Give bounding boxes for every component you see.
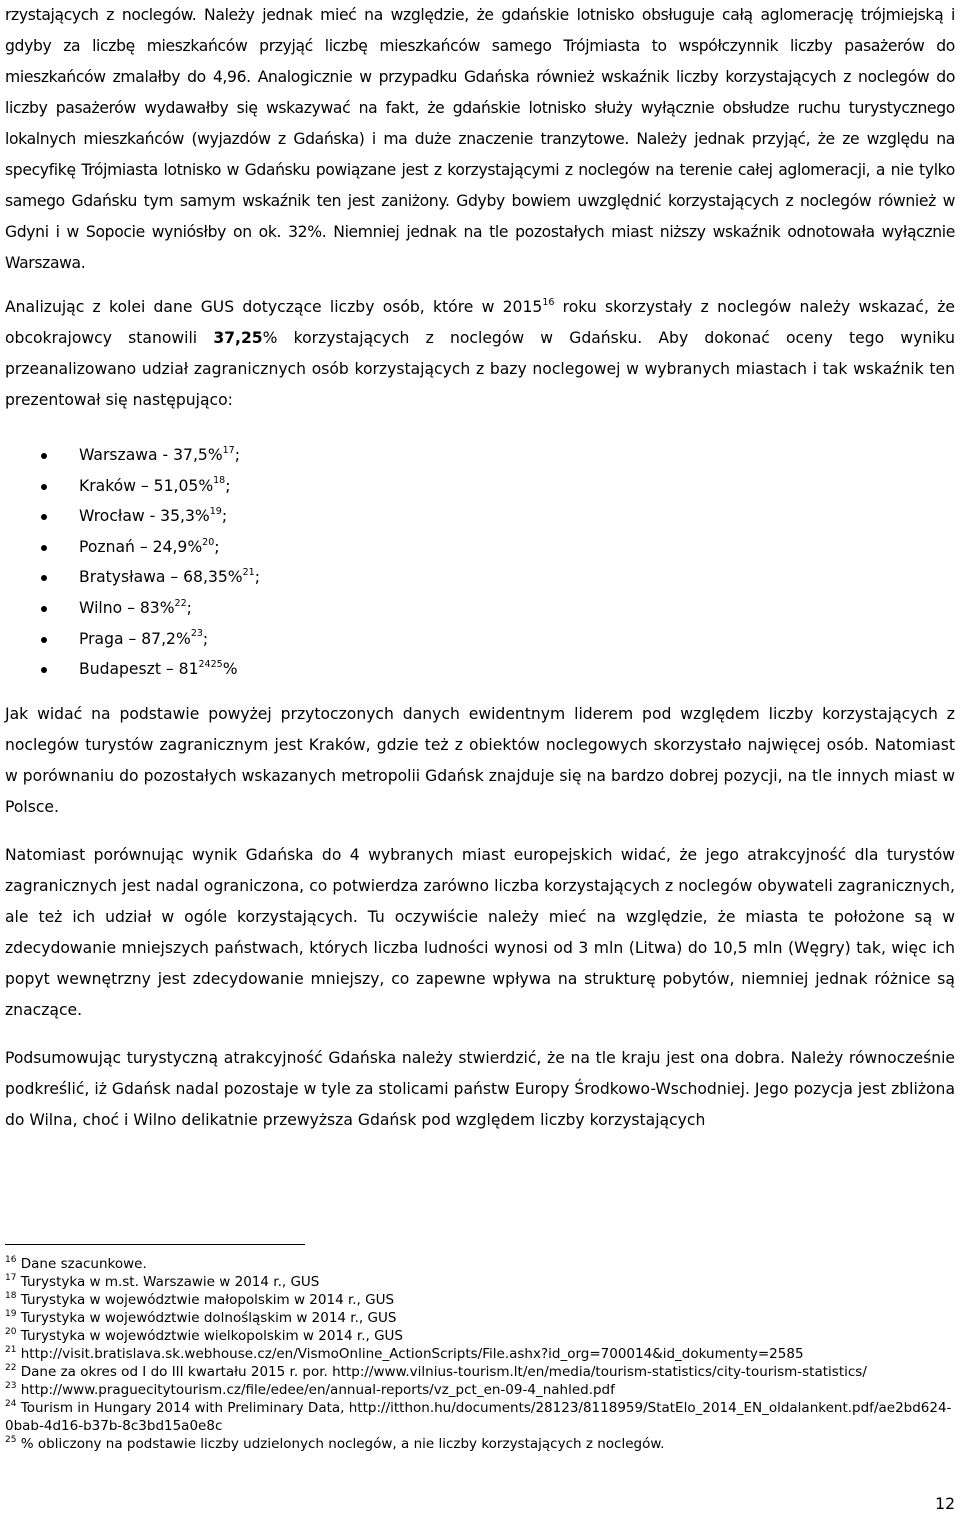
list-item: Bratysława – 68,35%$^{21}$; — [5, 562, 955, 593]
footnotes — [5, 1244, 955, 1453]
footnote-ref: 21 — [242, 567, 255, 579]
footnote-ref: 22 — [174, 597, 187, 609]
footnote-divider — [5, 1244, 305, 1245]
footnote-ref: 19 — [209, 506, 222, 517]
page-number: 12 — [935, 1495, 955, 1513]
document-page — [5, 0, 955, 1136]
footnote-ref: 2425 — [198, 658, 223, 670]
footnote-ref: 20 — [202, 536, 215, 548]
footnote-ref: 23 — [190, 628, 203, 640]
bullet-icon — [41, 484, 47, 490]
list-item: Poznań – 24,9%$^{20}$; — [5, 532, 955, 563]
footnote-ref: 16 — [542, 296, 555, 308]
bullet-icon — [41, 667, 47, 673]
list-item: Kraków – 51,05%$^{18}$; — [5, 471, 955, 502]
footnote: $^{16}$ Dane szacunkowe. — [5, 1254, 147, 1272]
paragraph-text: % korzystających z noclegów w Gdańsku. Aby dokonać oceny tego wyniku przeanalizowano udział zagranicznych osób korzystających z bazy noclegowej w wybranych miastach i tak wskaźnik ten prezentował się następująco: — [5, 329, 955, 409]
footnote-ref: 18 — [213, 475, 226, 487]
paragraph-airport-ratio — [5, 0, 955, 279]
footnote-link[interactable]: $^{23}$ http://www.praguecitytourism.cz/file/edee/en/annual-reports/vz_pct_en-09-4_nahled.pdf — [5, 1380, 615, 1398]
city-share-list — [5, 440, 955, 685]
list-item: Wrocław - 35,3%$^{19}$; — [5, 501, 955, 532]
paragraph-text: Analogicznie w przypadku Gdańska również wskaźnik liczby korzystających z noclegów do liczby pasażerów wydawałby się wskazywać na fakt, że gdańskie lotnisko służy wyłącznie obsłudze ruchu turystycznego lokalnych mieszkańców (wyjazdów z Gdańska) i ma duże znaczenie tranzytowe. Należy jednak przyjąć, że ze względu na specyfikę Trójmiasta lotnisko w Gdańsku powiązane jest z korzystającymi z noclegów na terenie całej aglomeracji, a nie tylko samego Gdańsku tym samym wskaźnik ten jest zaniżony. Gdyby bowiem uwzględnić korzystających z noclegów również w Gdyni i w Sopocie wyniósłby on ok. 32%. Niemniej jednak na tle pozostałych miast niższy wskaźnik odnotowała wyłącznie Warszawa. — [5, 68, 956, 272]
highlight-value: 37,25 — [213, 329, 263, 347]
bullet-icon — [41, 514, 47, 520]
paragraph-summary: Podsumowując turystyczną atrakcyjność Gdańska należy stwierdzić, że na tle kraju jest ona dobra. Należy równocześnie podkreślić, iż Gdańsk nadal pozostaje w tyle za stolicami państw Europy Środkowo-Wschodniej. Jego pozycja jest zbliżona do Wilna, choć i Wilno delikatnie przewyższa Gdańsk pod względem liczby korzystających — [5, 1048, 955, 1129]
bullet-icon — [41, 453, 47, 459]
paragraph-text: rzystających z noclegów. Należy jednak mieć na względzie, że gdańskie lotnisko obsługuje całą aglomerację trójmiejską i gdyby za liczbę mieszkańców przyjąć liczbę mieszkańców samego Trójmiasta to współczynnik liczby pasażerów do mieszkańców zmalałby do 4,96. — [5, 6, 955, 86]
footnote: $^{17}$ Turystyka w m.st. Warszawie w 2014 r., GUS — [5, 1272, 320, 1290]
list-item: Wilno – 83%$^{22}$; — [5, 593, 955, 624]
paragraph-krakow-leader: Jak widać na podstawie powyżej przytoczonych danych ewidentnym liderem pod względem liczby korzystających z noclegów turystów zagranicznym jest Kraków, gdzie też z obiektów noclegowych skorzystało najwięcej osób. Natomiast w porównaniu do pozostałych wskazanych metropolii Gdańsk znajduje się na bardzo dobrej pozycji, na tle innych miast w Polsce. — [5, 704, 955, 816]
footnote: $^{19}$ Turystyka w województwie dolnośląskim w 2014 r., GUS — [5, 1308, 397, 1326]
bullet-icon — [41, 606, 47, 612]
bullet-icon — [41, 545, 47, 551]
list-item: Budapeszt – $81^{2425}\%$ — [5, 654, 955, 685]
paragraph-text: roku skorzystały z noclegów należy wskazać, że obcokrajowcy stanowili — [5, 298, 955, 347]
paragraph-gus-analysis — [5, 292, 955, 416]
footnote[interactable]: $^{22}$ Dane za okres od I do III kwartału 2015 r. por. http://www.vilnius-tourism.lt/en/media/tourism-statistics/city-tourism-statistics/ — [5, 1362, 867, 1380]
paragraph-text: Analizując z kolei dane GUS dotyczące liczby osób, które w 2015 — [5, 298, 543, 316]
footnote: $^{18}$ Turystyka w województwie małopolskim w 2014 r., GUS — [5, 1290, 395, 1308]
list-item: Praga – 87,2%$^{23}$; — [5, 624, 955, 655]
bullet-icon — [41, 637, 47, 643]
list-item: Warszawa - 37,5%$^{17}$; — [5, 440, 955, 471]
footnote-ref: 17 — [222, 444, 235, 456]
bullet-icon — [41, 575, 47, 581]
paragraph-european-comparison: Natomiast porównując wynik Gdańska do 4 wybranych miast europejskich widać, że jego atrakcyjność dla turystów zagranicznych jest nadal ograniczona, co potwierdza zarówno liczba korzystających z noclegów obywateli zagranicznych, ale też ich udział w ogóle korzystających. Tu oczywiście należy mieć na względzie, że miasta te położone są w zdecydowanie mniejszych państwach, których liczba ludności wynosi od 3 mln (Litwa) do 10,5 mln (Węgry) tak, więc ich popyt wewnętrzny jest zdecydowanie mniejszy, co zapewne wpływa na strukturę pobytów, niemniej jednak różnice są znaczące. — [5, 845, 955, 1019]
footnote[interactable]: $^{24}$ Tourism in Hungary 2014 with Preliminary Data, http://itthon.hu/documents/28123/8118959/StatElo_2014_EN_oldalankent.pdf/ae2bd624-0bab-4d16-b37b-8c3bd15a0e8c — [5, 1398, 952, 1434]
footnote: $^{25}$ % obliczony na podstawie liczby udzielonych noclegów, a nie liczby korzystających z noclegów. — [5, 1434, 665, 1452]
footnote-link[interactable]: $^{21}$ http://visit.bratislava.sk.webhouse.cz/en/VismoOnline_ActionScripts/File.ashx?id_org=700014&id_dokumenty=2585 — [5, 1344, 804, 1362]
footnote: $^{20}$ Turystyka w województwie wielkopolskim w 2014 r., GUS — [5, 1326, 403, 1344]
